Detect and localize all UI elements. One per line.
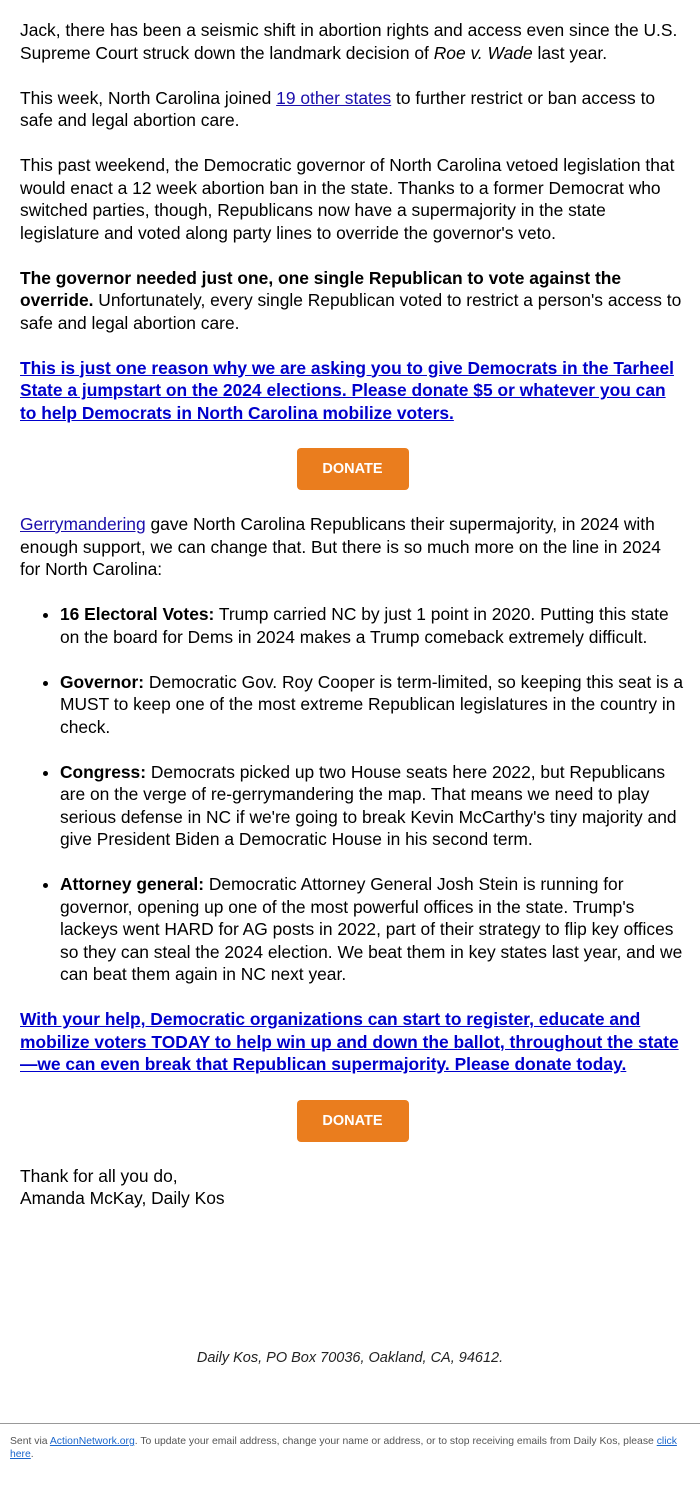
- donate-button-wrap-2: [20, 1100, 685, 1142]
- mailing-address: Daily Kos, PO Box 70036, Oakland, CA, 94612.: [196, 1350, 504, 1366]
- donate-cta-link-2[interactable]: With your help, Democratic organizations can start to register, educate and mobilize voters TODAY to help win up and down the ballot, throughout the state—we can even break that Republican supermajority. Please donate today.: [20, 1009, 679, 1074]
- unsubscribe-link[interactable]: click here: [10, 1436, 677, 1460]
- email-body: [20, 19, 685, 1210]
- donate-cta-link-1[interactable]: This is just one reason why we are asking you to give Democrats in the Tarheel State a jumpstart on the 2024 elections. Please donate $5 or whatever you can to help Democrats in North Carolina mobilize voters.: [20, 357, 674, 423]
- stakes-list: [20, 603, 685, 986]
- list-item: • Attorney general: Democratic Attorney General Josh Stein is running for governor, opening up one of the most powerful offices in the state. Trump's lackeys went HARD for AG posts in 2022, part of their strategy to flip key offices so they can steal the 2024 election. We beat them in key states last year, and we can beat them again in NC next year.: [60, 873, 685, 986]
- list-item: • Congress: Democrats picked up two House seats here 2022, but Republicans are on the verge of re-gerrymandering the map. That means we need to play serious defense in NC if we're going to break Kevin McCarthy's tiny majority and give President Biden a Democratic House in his second term.: [60, 761, 685, 851]
- list-item: • Governor: Democratic Gov. Roy Cooper is term-limited, so keeping this seat is a MUST to keep one of the most extreme Republican legislatures in the country in check.: [60, 671, 685, 739]
- gerrymandering-link[interactable]: Gerrymandering: [20, 514, 146, 534]
- intro-paragraph-3: This past weekend, the Democratic governor of North Carolina vetoed legislation that would enact a 12 week abortion ban in the state. Thanks to a former Democrat who switched parties, though, Republicans now have a supermajority in the state legislature and voted along party lines to override the governor's veto.: [20, 155, 675, 243]
- donate-button-wrap-1: [20, 448, 685, 490]
- cta-paragraph-2: [20, 1008, 685, 1076]
- footer: [0, 1423, 700, 1492]
- intro-paragraph-1: Jack, there has been a seismic shift in abortion rights and access even since the U.S. Supreme Court struck down the landmark decision of Roe v. Wade last year.: [20, 20, 678, 63]
- signoff-line-1: Thank for all you do,: [20, 1165, 178, 1186]
- intro-paragraph-4: The governor needed just one, one single Republican to vote against the override. Unfortunately, every single Republican voted to restrict a person's access to safe and legal abortion care.: [20, 267, 682, 333]
- footer-text: Sent via ActionNetwork.org. To update your email address, change your name or address, or to stop receiving emails from Daily Kos, please click here.: [10, 1436, 677, 1460]
- donate-button-2[interactable]: DONATE: [297, 1100, 409, 1142]
- body-paragraph-5: Gerrymandering gave North Carolina Republicans their supermajority, in 2024 with enough support, we can change that. But there is so much more on the line in 2024 for North Carolina:: [20, 514, 661, 579]
- signoff-line-2: Amanda McKay, Daily Kos: [20, 1188, 225, 1208]
- donate-button-1[interactable]: DONATE: [297, 448, 409, 490]
- list-item: • 16 Electoral Votes: Trump carried NC by just 1 point in 2020. Putting this state on the board for Dems in 2024 makes a Trump comeback extremely difficult.: [60, 603, 685, 648]
- cta-paragraph-1: [20, 357, 685, 425]
- case-name: Roe v. Wade: [433, 42, 533, 63]
- intro-paragraph-2: This week, North Carolina joined 19 other states to further restrict or ban access to safe and legal abortion care.: [20, 87, 656, 130]
- other-states-link[interactable]: 19 other states: [276, 87, 392, 108]
- action-network-link[interactable]: ActionNetwork.org: [49, 1436, 135, 1447]
